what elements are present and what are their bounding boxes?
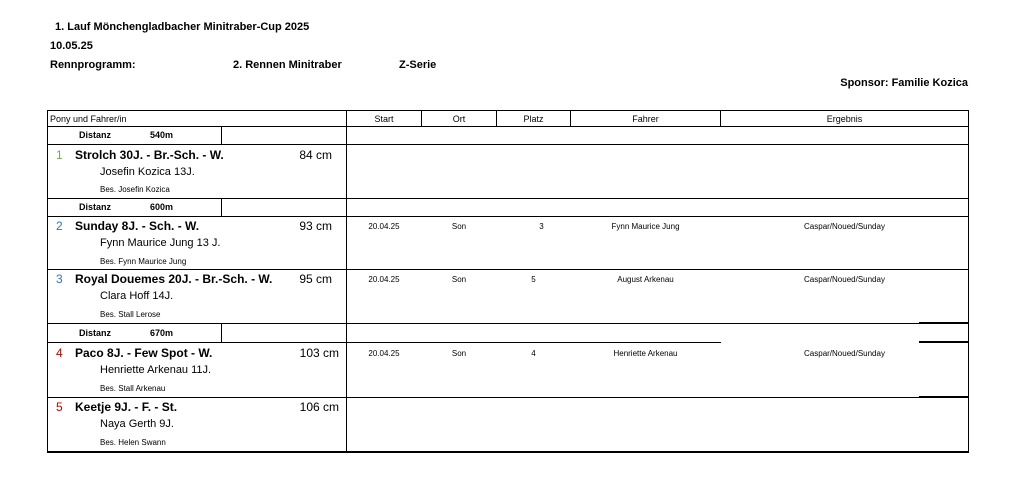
pony-number: 3 xyxy=(56,272,63,286)
header-bottom-border xyxy=(47,126,969,127)
pony-name: Sunday 8J. - Sch. - W. xyxy=(75,219,200,233)
series-label: Z-Serie xyxy=(399,59,437,71)
row-divider xyxy=(47,269,969,270)
distance-label: Distanz xyxy=(79,202,112,212)
row-divider-end xyxy=(919,341,969,343)
row-divider-end xyxy=(919,396,969,398)
pony-number: 5 xyxy=(56,400,63,414)
entry-start-date: 20.04.25 xyxy=(368,222,400,231)
distance-label: Distanz xyxy=(79,130,112,140)
col-header-ort: Ort xyxy=(452,114,466,124)
pony-number: 2 xyxy=(56,219,63,233)
owner-name: Bes. Josefin Kozica xyxy=(100,185,170,194)
entry-ergebnis: Caspar/Noued/Sunday xyxy=(804,275,885,284)
col-header-platz: Platz xyxy=(523,114,544,124)
owner-name: Bes. Fynn Maurice Jung xyxy=(100,257,187,266)
race-title: 2. Rennen Minitraber xyxy=(233,59,342,71)
pony-size: 84 cm xyxy=(299,148,332,162)
sponsor-label: Sponsor: Familie Kozica xyxy=(840,77,968,89)
pony-size: 106 cm xyxy=(299,400,339,414)
entry-fahrer: Fynn Maurice Jung xyxy=(611,222,680,231)
entry-platz: 4 xyxy=(531,349,536,358)
col-header-pony: Pony und Fahrer/in xyxy=(50,114,127,124)
distance-box-edge xyxy=(221,323,222,342)
col-header-ergebnis: Ergebnis xyxy=(826,114,863,124)
pony-size: 103 cm xyxy=(299,346,339,360)
driver-name: Josefin Kozica 13J. xyxy=(100,166,195,178)
entry-ergebnis: Caspar/Noued/Sunday xyxy=(804,222,885,231)
owner-name: Bes. Stall Arkenau xyxy=(100,384,166,393)
program-label: Rennprogramm: xyxy=(50,59,136,71)
entry-ort: Son xyxy=(451,222,467,231)
distance-value: 600m xyxy=(150,202,174,212)
distance-box-edge xyxy=(221,198,222,216)
distance-label: Distanz xyxy=(79,328,112,338)
distance-value: 670m xyxy=(150,328,174,338)
driver-name: Henriette Arkenau 11J. xyxy=(100,364,212,376)
entry-platz: 5 xyxy=(531,275,536,284)
pony-number: 1 xyxy=(56,148,63,162)
entry-start-date: 20.04.25 xyxy=(368,275,400,284)
driver-name: Fynn Maurice Jung 13 J. xyxy=(100,237,221,249)
driver-name: Naya Gerth 9J. xyxy=(100,418,174,430)
row-divider xyxy=(47,198,969,199)
pony-name: Paco 8J. - Few Spot - W. xyxy=(75,346,213,360)
entry-ergebnis: Caspar/Noued/Sunday xyxy=(804,349,885,358)
entry-ort: Son xyxy=(451,349,467,358)
entry-platz: 3 xyxy=(539,222,544,231)
entry-start-date: 20.04.25 xyxy=(368,349,400,358)
table-left-border xyxy=(47,110,48,453)
col-header-start: Start xyxy=(374,114,394,124)
pony-size: 95 cm xyxy=(299,272,332,286)
table-right-border xyxy=(968,110,969,453)
pony-name: Royal Douemes 20J. - Br.-Sch. - W. xyxy=(75,272,273,286)
row-divider-end xyxy=(919,322,969,324)
pony-number: 4 xyxy=(56,346,63,360)
table-top-border xyxy=(47,110,969,111)
event-title: 1. Lauf Mönchengladbacher Minitraber-Cup 2025 xyxy=(55,21,310,33)
table-bottom-border xyxy=(47,451,969,453)
event-date: 10.05.25 xyxy=(50,40,93,52)
row-divider xyxy=(47,397,920,398)
row-divider xyxy=(47,144,969,145)
owner-name: Bes. Helen Swann xyxy=(100,438,166,447)
col-header-fahrer: Fahrer xyxy=(632,114,659,124)
distance-box-edge xyxy=(221,126,222,144)
row-divider xyxy=(47,216,969,217)
distance-value: 540m xyxy=(150,130,174,140)
row-divider xyxy=(47,342,721,343)
entry-fahrer: Henriette Arkenau xyxy=(613,349,678,358)
owner-name: Bes. Stall Lerose xyxy=(100,310,161,319)
pony-name: Strolch 30J. - Br.-Sch. - W. xyxy=(75,148,224,162)
driver-name: Clara Hoff 14J. xyxy=(100,290,174,302)
pony-size: 93 cm xyxy=(299,219,332,233)
pony-name: Keetje 9J. - F. - St. xyxy=(75,400,178,414)
entry-ort: Son xyxy=(451,275,467,284)
entry-fahrer: August Arkenau xyxy=(617,275,674,284)
row-divider xyxy=(47,323,920,324)
